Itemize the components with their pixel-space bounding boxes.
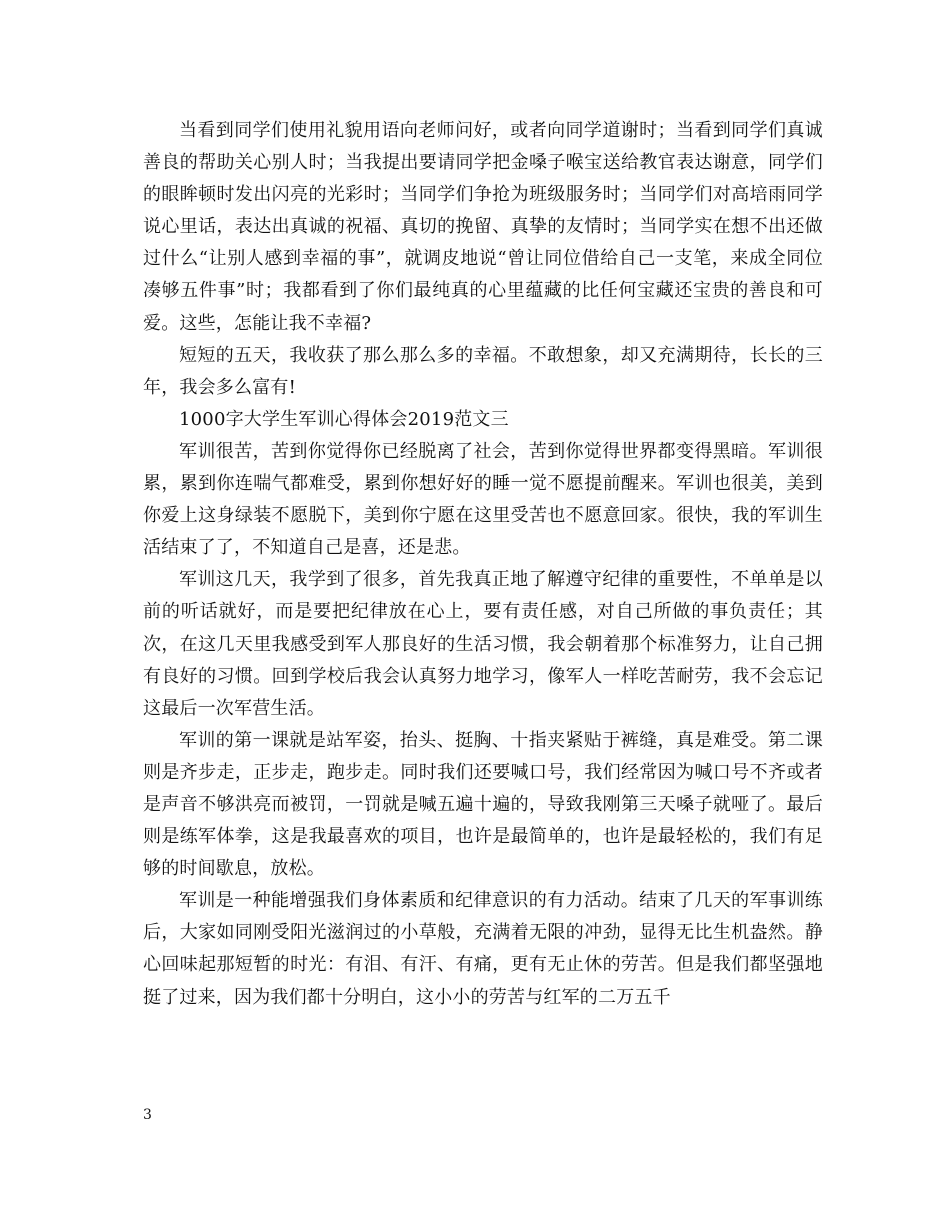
paragraph-3: 军训很苦，苦到你觉得你已经脱离了社会，苦到你觉得世界都变得黑暗。军训很累，累到你连喘气都难受，累到你想好好的睡一觉不愿提前醒来。军训也很美，美到你爱上这身绿装不愿脱下，美到你宁愿在这里受苦也不愿意回家。很快，我的军训生活结束了了，不知道自己是喜，还是悲。 <box>143 440 823 559</box>
paragraph-1: 当看到同学们使用礼貌用语向老师问好，或者向同学道谢时；当看到同学们真诚善良的帮助关心别人时；当我提出要请同学把金嗓子喉宝送给教官表达谢意，同学们的眼眸顿时发出闪亮的光彩时；当同学们争抢为班级服务时；当同学们对高培雨同学说心里话，表达出真诚的祝福、真切的挽留、真挚的友情时；当同学实在想不出还做过什么“让别人感到幸福的事”，就调皮地说“曾让同位借给自己一支笔，来成全同位凑够五件事”时；我都看到了你们最纯真的心里蕴藏的比任何宝藏还宝贵的善良和可爱。这些，怎能让我不幸福? <box>143 120 823 334</box>
document-body <box>143 115 823 1014</box>
page-number: 3 <box>143 1107 152 1123</box>
paragraph-4: 军训这几天，我学到了很多，首先我真正地了解遵守纪律的重要性，不单单是以前的听话就好，而是要把纪律放在心上，要有责任感，对自己所做的事负责任；其次，在这几天里我感受到军人那良好的生活习惯，我会朝着那个标准努力，让自己拥有良好的习惯。回到学校后我会认真努力地学习，像军人一样吃苦耐劳，我不会忘记这最后一次军营生活。 <box>143 569 823 719</box>
paragraph-5: 军训的第一课就是站军姿，抬头、挺胸、十指夹紧贴于裤缝，真是难受。第二课则是齐步走，正步走，跑步走。同时我们还要喊口号，我们经常因为喊口号不齐或者是声音不够洪亮而被罚，一罚就是喊五遍十遍的，导致我刚第三天嗓子就哑了。最后则是练军体拳，这是我最喜欢的项目，也许是最简单的，也许是最轻松的，我们有足够的时间歇息，放松。 <box>143 729 823 880</box>
paragraph-2: 短短的五天，我收获了那么那么多的幸福。不敢想象，却又充满期待，长长的三年，我会多么富有! <box>143 344 823 398</box>
section-heading: 1000字大学生军训心得体会2019范文三 <box>179 408 509 430</box>
paragraph-6: 军训是一种能增强我们身体素质和纪律意识的有力活动。结束了几天的军事训练后，大家如同刚受阳光滋润过的小草般，充满着无限的冲劲，显得无比生机盎然。静心回味起那短暂的时光：有泪、有汗、有痛，更有无止休的劳苦。但是我们都坚强地挺了过来，因为我们都十分明白，这小小的劳苦与红军的二万五千 <box>143 890 823 1008</box>
